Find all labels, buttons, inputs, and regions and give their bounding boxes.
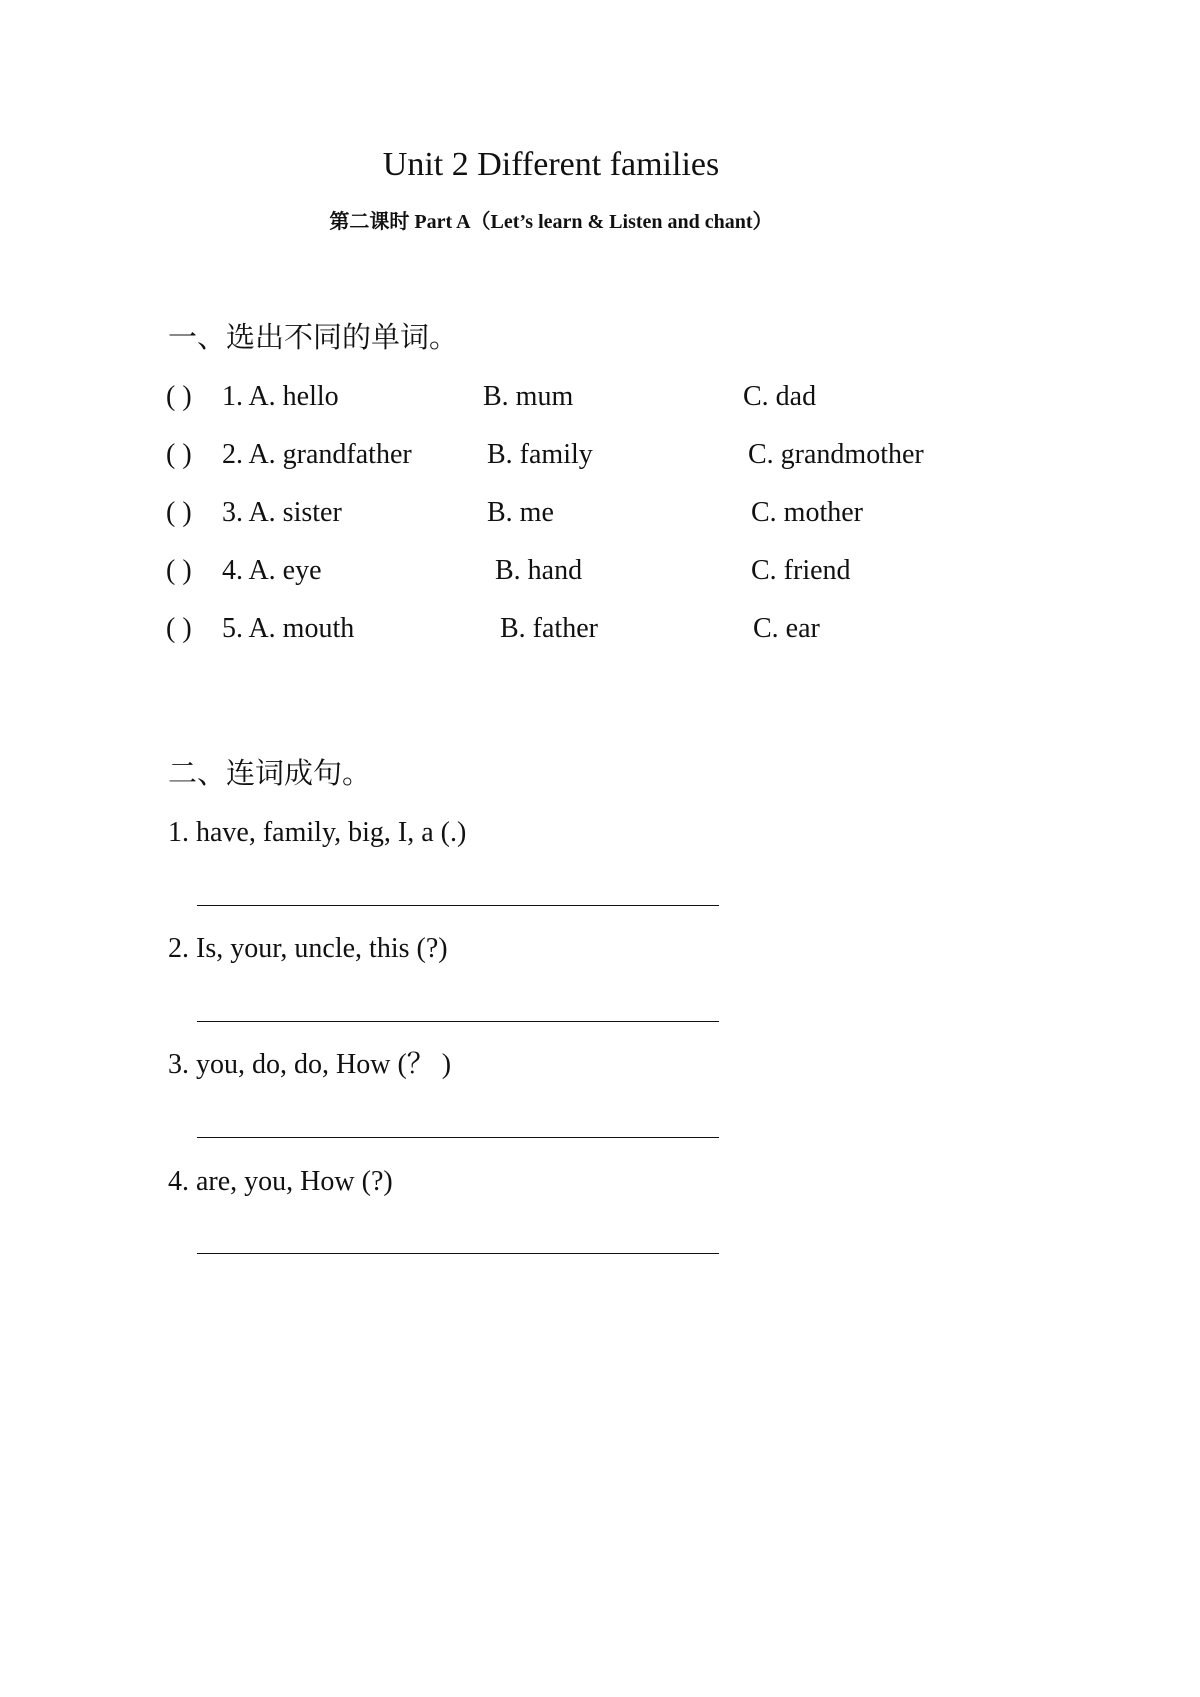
question-3-option-a: 3. A. sister [222,497,342,528]
answer-line-3[interactable] [197,1137,719,1138]
sentence-item-2: 2. Is, your, uncle, this (?) [168,933,448,964]
question-4-option-c: C. friend [751,555,851,586]
question-4-option-a: 4. A. eye [222,555,322,586]
answer-line-4[interactable] [197,1253,719,1254]
answer-paren-4: ( ) [166,555,192,586]
answer-line-1[interactable] [197,905,719,906]
sentence-item-3: 3. you, do, do, How (？ ) [168,1049,452,1080]
question-2-option-a: 2. A. grandfather [222,439,412,470]
answer-paren-2: ( ) [166,439,192,470]
question-3-option-c: C. mother [751,497,863,528]
question-1-option-c: C. dad [743,381,817,412]
answer-paren-1: ( ) [166,381,192,412]
section1-heading: 一、选出不同的单词。 [168,322,459,354]
answer-line-2[interactable] [197,1021,719,1022]
question-5-option-b: B. father [500,613,598,644]
sentence-item-1: 1. have, family, big, I, a (.) [168,817,467,848]
question-2-option-c: C. grandmother [748,439,924,470]
page-title: Unit 2 Different families [382,146,720,183]
question-3-option-b: B. me [487,497,554,528]
answer-paren-5: ( ) [166,613,192,644]
question-5-option-c: C. ear [753,613,820,644]
sentence-item-4: 4. are, you, How (?) [168,1166,393,1197]
question-1-option-a: 1. A. hello [222,381,339,412]
answer-paren-3: ( ) [166,497,192,528]
question-4-option-b: B. hand [495,555,583,586]
page-subtitle: 第二课时 Part A（Let’s learn & Listen and chant） [329,211,773,233]
section2-heading: 二、连词成句。 [168,758,372,790]
question-1-option-b: B. mum [483,381,574,412]
question-2-option-b: B. family [487,439,593,470]
question-5-option-a: 5. A. mouth [222,613,355,644]
